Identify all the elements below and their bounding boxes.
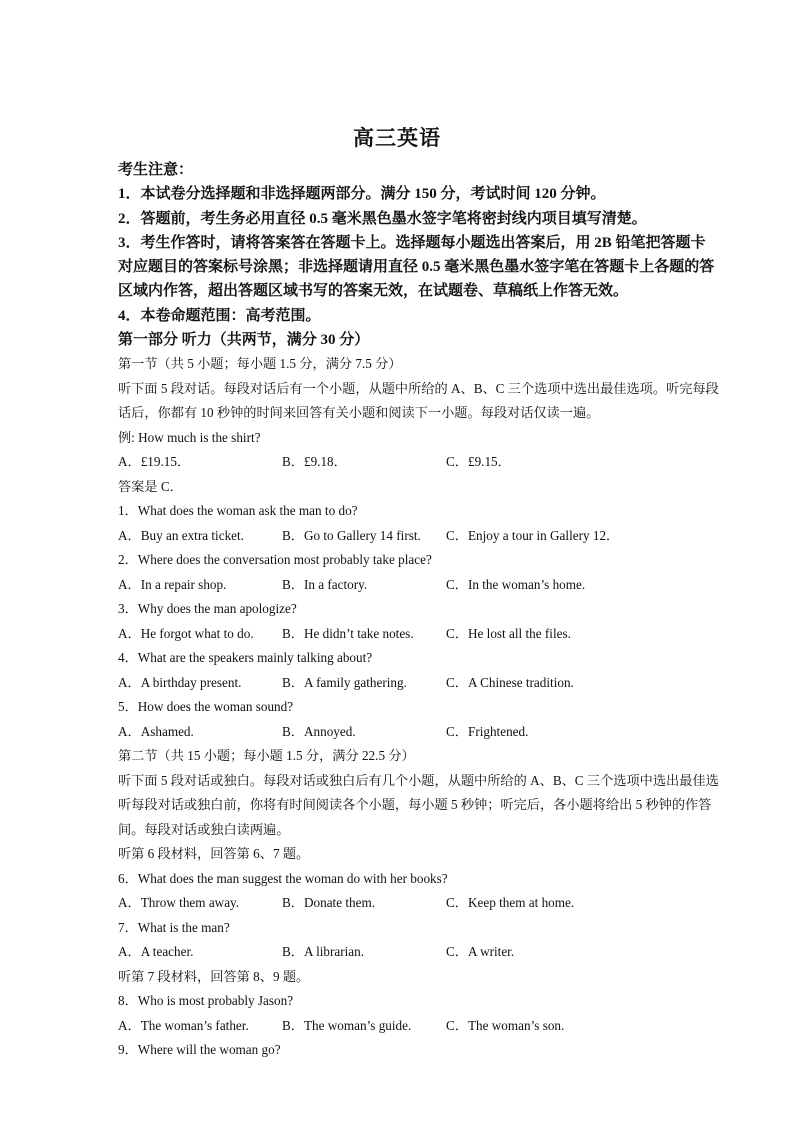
option-b: B．Go to Gallery 14 first.: [282, 527, 421, 543]
option-c: C．In the woman’s home.: [446, 576, 586, 592]
option-b: B．In a factory.: [282, 576, 368, 592]
material-label: 听第 7 段材料，回答第 8、9 题。: [118, 968, 310, 984]
question: 3．Why does the man apologize?: [118, 601, 297, 617]
option-b: B．He didn’t take notes.: [282, 625, 414, 641]
section1-heading: 第一节（共 5 小题；每小题 1.5 分，满分 7.5 分）: [118, 356, 402, 372]
question: 9．Where will the woman go?: [118, 1042, 281, 1058]
question: 1．What does the woman ask the man to do?: [118, 503, 358, 519]
question-options: [118, 891, 794, 916]
question-options: [118, 940, 794, 965]
option-a: A．Buy an extra ticket.: [118, 527, 244, 543]
question-options: [118, 671, 794, 696]
option-a: A．£19.15．: [118, 454, 191, 470]
option-a: A．Ashamed.: [118, 723, 194, 739]
notice-line: 对应题目的答案标号涂黑；非选择题请用直径 0.5 毫米黑色墨水签字笔在答题卡上各题的答: [118, 259, 715, 276]
page-content: [118, 158, 794, 1063]
option-c: C．A writer.: [446, 944, 515, 960]
notice-line: 1．本试卷分选择题和非选择题两部分。满分 150 分，考试时间 120 分钟。: [118, 186, 606, 203]
example-options: [118, 450, 794, 475]
option-c: C．Enjoy a tour in Gallery 12．: [446, 527, 620, 543]
question: 4．What are the speakers mainly talking about?: [118, 650, 373, 666]
notice-line: 4．本卷命题范围：高考范围。: [118, 307, 321, 324]
option-b: B．£9.18．: [282, 454, 347, 470]
notice-heading: 考生注意：: [118, 162, 194, 178]
page-title: 高三英语: [353, 126, 441, 150]
section2-instructions: 间。每段对话或独白读两遍。: [118, 821, 290, 837]
question: 6．What does the man suggest the woman do with her books?: [118, 870, 448, 886]
option-a: A．A birthday present.: [118, 674, 242, 690]
question: 2．Where does the conversation most probably take place?: [118, 552, 432, 568]
material-label: 听第 6 段材料，回答第 6、7 题。: [118, 846, 310, 862]
option-c: C．Keep them at home.: [446, 895, 575, 911]
option-b: B．Annoyed.: [282, 723, 356, 739]
section2-instructions: 听每段对话或独白前，你将有时间阅读各个小题，每小题 5 秒钟；听完后，各小题将给出 5 秒钟的作答: [118, 797, 712, 813]
notice-line: 2．答题前，考生务必用直径 0.5 毫米黑色墨水签字笔将密封线内项目填写清楚。: [118, 210, 647, 227]
question-options: [118, 720, 794, 745]
question: 8．Who is most probably Jason?: [118, 993, 294, 1009]
question: 7．What is the man?: [118, 919, 230, 935]
section2-heading: 第二节（共 15 小题；每小题 1.5 分，满分 22.5 分）: [118, 748, 415, 764]
option-c: C．£9.15．: [446, 454, 511, 470]
section2-instructions: 听下面 5 段对话或独白。每段对话或独白后有几个小题，从题中所给的 A、B、C 三个选项中选出最佳选: [118, 772, 719, 788]
question-options: [118, 524, 794, 549]
option-c: C．Frightened.: [446, 723, 529, 739]
section1-instructions: 听下面 5 段对话。每段对话后有一个小题，从题中所给的 A、B、C 三个选项中选出最佳选项。听完每段: [118, 380, 719, 396]
option-b: B．A family gathering.: [282, 674, 407, 690]
notice-line: 区域内作答，超出答题区域书写的答案无效，在试题卷、草稿纸上作答无效。: [118, 283, 629, 300]
option-a: A．In a repair shop.: [118, 576, 227, 592]
part1-heading: 第一部分 听力（共两节，满分 30 分）: [118, 332, 370, 349]
option-a: A．He forgot what to do.: [118, 625, 254, 641]
option-c: C．He lost all the files.: [446, 625, 571, 641]
option-c: C．The woman’s son.: [446, 1017, 565, 1033]
option-a: A．A teacher.: [118, 944, 194, 960]
option-a: A．Throw them away.: [118, 895, 240, 911]
question-options: [118, 622, 794, 647]
section1-instructions: 话后，你都有 10 秒钟的时间来回答有关小题和阅读下一小题。每段对话仅读一遍。: [118, 405, 600, 421]
question-options: [118, 1014, 794, 1039]
option-b: B．Donate them.: [282, 895, 376, 911]
question: 5．How does the woman sound?: [118, 699, 294, 715]
option-b: B．A librarian.: [282, 944, 365, 960]
example-question: 例: How much is the shirt?: [118, 429, 261, 445]
option-a: A．The woman’s father.: [118, 1017, 249, 1033]
question-options: [118, 573, 794, 598]
option-c: C．A Chinese tradition.: [446, 674, 574, 690]
example-answer: 答案是 C．: [118, 478, 183, 494]
option-b: B．The woman’s guide.: [282, 1017, 412, 1033]
notice-line: 3．考生作答时，请将答案答在答题卡上。选择题每小题选出答案后，用 2B 铅笔把答题卡: [118, 234, 706, 251]
